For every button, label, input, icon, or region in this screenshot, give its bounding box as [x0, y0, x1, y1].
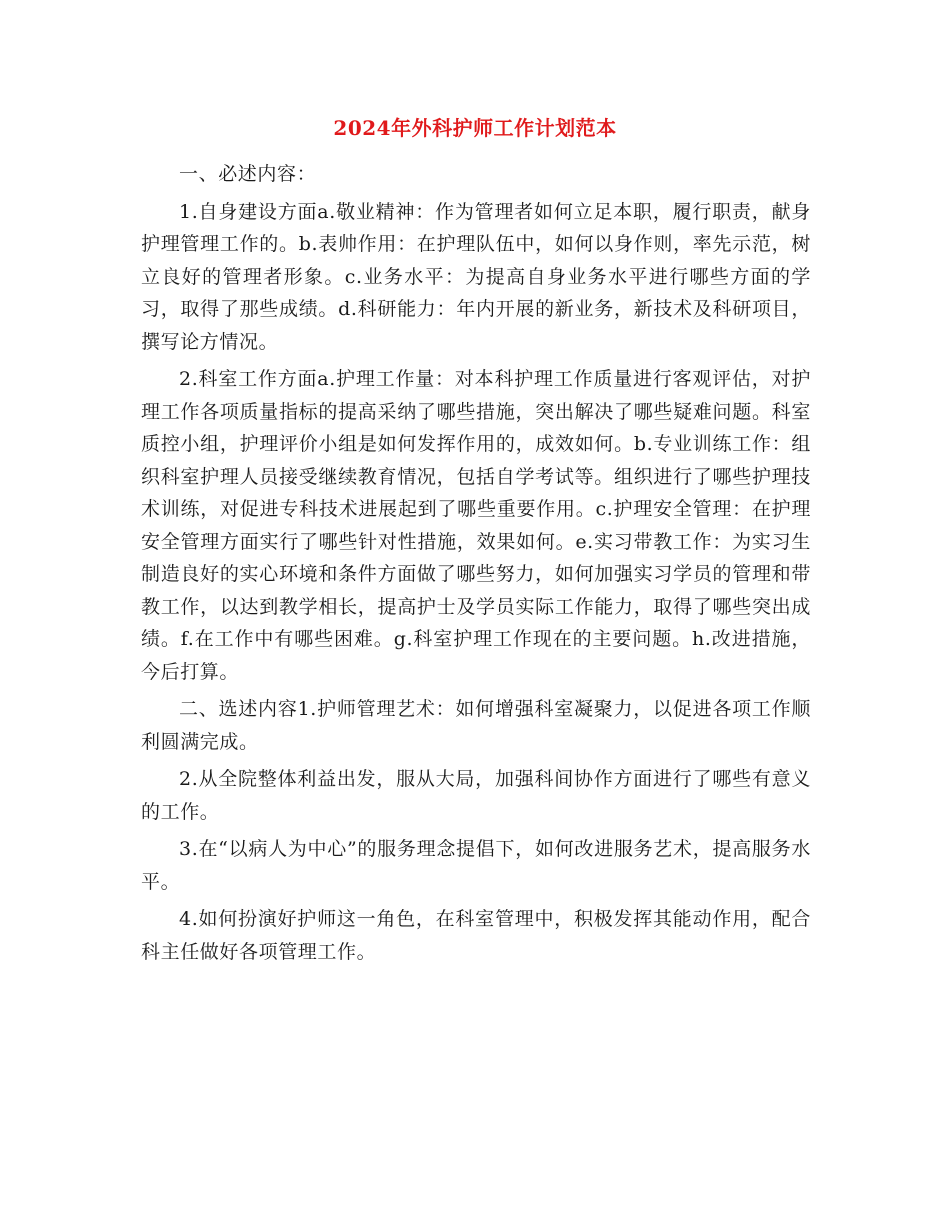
document-body	[141, 158, 811, 973]
paragraph-hospital-cooperation: 2.从全院整体利益出发，服从大局，加强科间协作方面进行了哪些有意义的工作。	[141, 768, 811, 823]
paragraph-nurse-role: 4.如何扮演好护师这一角色，在科室管理中，积极发挥其能动作用，配合科主任做好各项管理工作。	[141, 908, 811, 963]
paragraph-self-construction: 1.自身建设方面a.敬业精神：作为管理者如何立足本职，履行职责，献身护理管理工作的。b.表帅作用：在护理队伍中，如何以身作则，率先示范，树立良好的管理者形象。c.业务水平：为提高自身业务水平进行哪些方面的学习，取得了那些成绩。d.科研能力：年内开展的新业务，新技术及科研项目，撰写论方情况。	[141, 200, 811, 353]
paragraph-patient-centered: 3.在“以病人为中心”的服务理念提倡下，如何改进服务艺术，提高服务水平。	[141, 838, 811, 893]
paragraph-required-heading: 一、必述内容：	[179, 163, 317, 185]
paragraph-department-work: 2.科室工作方面a.护理工作量：对本科护理工作质量进行客观评估，对护理工作各项质量指标的提高采纳了哪些措施，突出解决了哪些疑难问题。科室质控小组，护理评价小组是如何发挥作用的，成效如何。b.专业训练工作：组织科室护理人员接受继续教育情况，包括自学考试等。组织进行了哪些护理技术训练，对促进专科技术进展起到了哪些重要作用。c.护理安全管理：在护理安全管理方面实行了哪些针对性措施，效果如何。e.实习带教工作：为实习生制造良好的实心环境和条件方面做了哪些努力，如何加强实习学员的管理和带教工作，以达到教学相长，提高护士及学员实际工作能力，取得了哪些突出成绩。f.在工作中有哪些困难。g.科室护理工作现在的主要问题。h.改进措施，今后打算。	[141, 368, 811, 683]
paragraph-optional-content: 二、选述内容1.护师管理艺术：如何增强科室凝聚力，以促进各项工作顺利圆满完成。	[141, 698, 811, 753]
document-title: 2024年外科护师工作计划范本	[333, 116, 617, 140]
